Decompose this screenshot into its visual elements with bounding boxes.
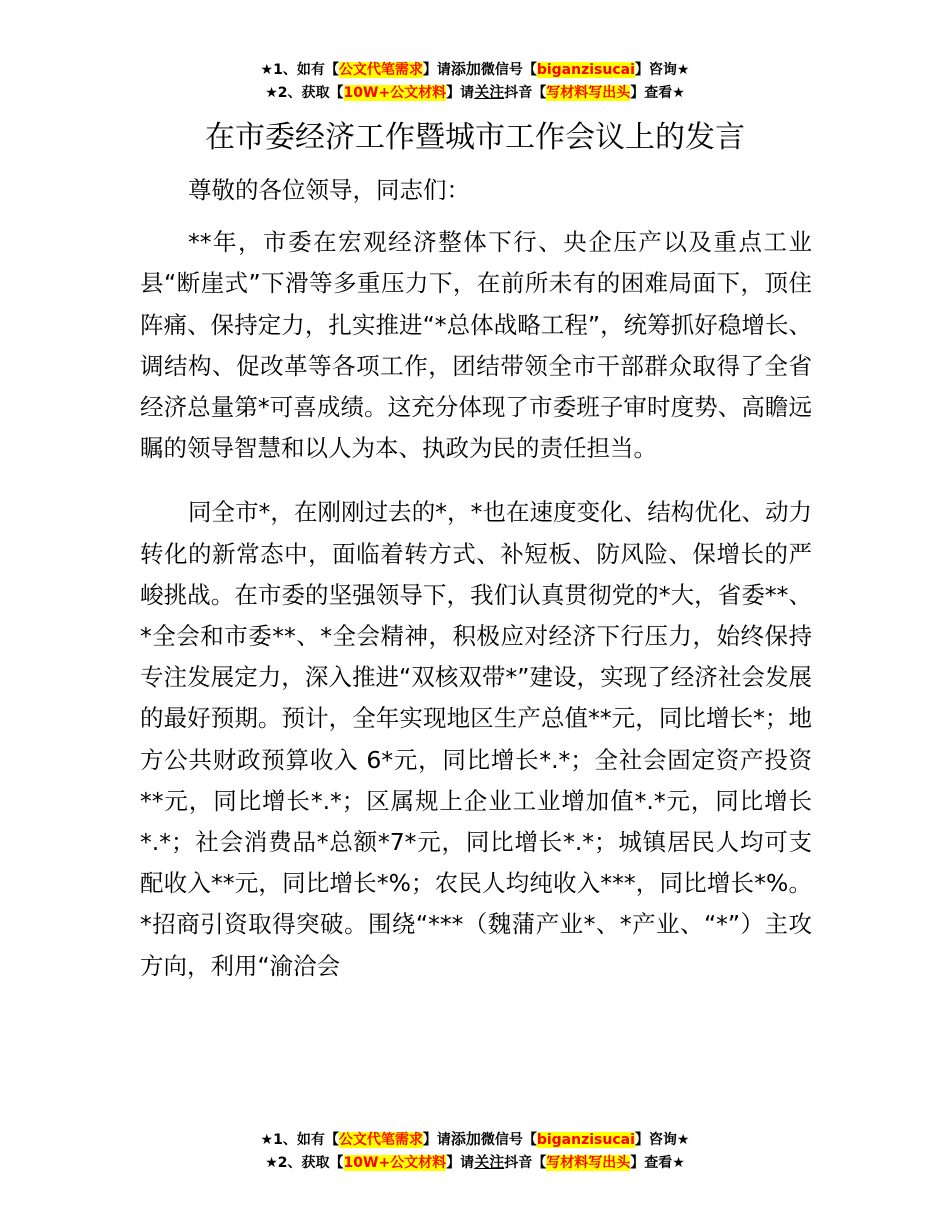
notice-highlight-wechat: biganzisucai <box>536 62 635 78</box>
footer-notice-line-1: ★1、如有【公文代笔需求】请添加微信号【biganzisucai】咨询★ <box>260 1130 690 1148</box>
footer-highlight-wechat: biganzisucai <box>536 1132 635 1148</box>
notice-line-1: ★1、如有【公文代笔需求】请添加微信号【biganzisucai】咨询★ <box>260 60 690 78</box>
document-body <box>140 170 812 987</box>
footer-highlight-douyin: 写材料写出头 <box>546 1155 631 1171</box>
footer-highlight-service: 公文代笔需求 <box>338 1132 423 1148</box>
header-notice <box>0 58 950 104</box>
notice-line-2: ★2、获取【10W+公文材料】请关注抖音【写材料写出头】查看★ <box>265 83 685 101</box>
document-title: 在市委经济工作暨城市工作会议上的发言 <box>205 120 745 155</box>
salutation: 尊敬的各位领导，同志们： <box>188 176 470 204</box>
paragraph-2: 同全市*，在刚刚过去的*，*也在速度变化、结构优化、动力转化的新常态中，面临着转方式、补短板、防风险、保增长的严峻挑战。在市委的坚强领导下，我们认真贯彻党的*大，省委**、*全会和市委**、*全会精神，积极应对经济下行压力，始终保持专注发展定力，深入推进“双核双带*”建设，实现了经济社会发展的最好预期。预计，全年实现地区生产总值**元，同比增长*；地方公共财政预算收入 6*元，同比增长*.*；全社会固定资产投资**元，同比增长*.*；区属规上企业工业增加值*.*元，同比增长*.*；社会消费品*总额*7*元，同比增长*.*；城镇居民人均可支配收入**元，同比增长*%；农民人均纯收入***，同比增长*%。*招商引资取得突破。围绕“***（魏蒲产业*、*产业、“*”）主攻方向，利用“渝洽会 <box>140 498 812 980</box>
footer-notice <box>0 1128 950 1174</box>
notice-highlight-service: 公文代笔需求 <box>338 62 423 78</box>
paragraph-1: **年，市委在宏观经济整体下行、央企压产以及重点工业县“断崖式”下滑等多重压力下，在前所未有的困难局面下，顶住阵痛、保持定力，扎实推进“*总体战略工程”，统筹抓好稳增长、调结构、促改革等各项工作，团结带领全市干部群众取得了全省经济总量第*可喜成绩。这充分体现了市委班子审时度势、高瞻远瞩的领导智慧和以人为本、执政为民的责任担当。 <box>140 228 812 463</box>
footer-notice-line-2: ★2、获取【10W+公文材料】请关注抖音【写材料写出头】查看★ <box>265 1153 685 1171</box>
footer-highlight-materials: 10W+公文材料 <box>343 1155 447 1171</box>
notice-highlight-douyin: 写材料写出头 <box>546 85 631 101</box>
notice-highlight-materials: 10W+公文材料 <box>343 85 447 101</box>
